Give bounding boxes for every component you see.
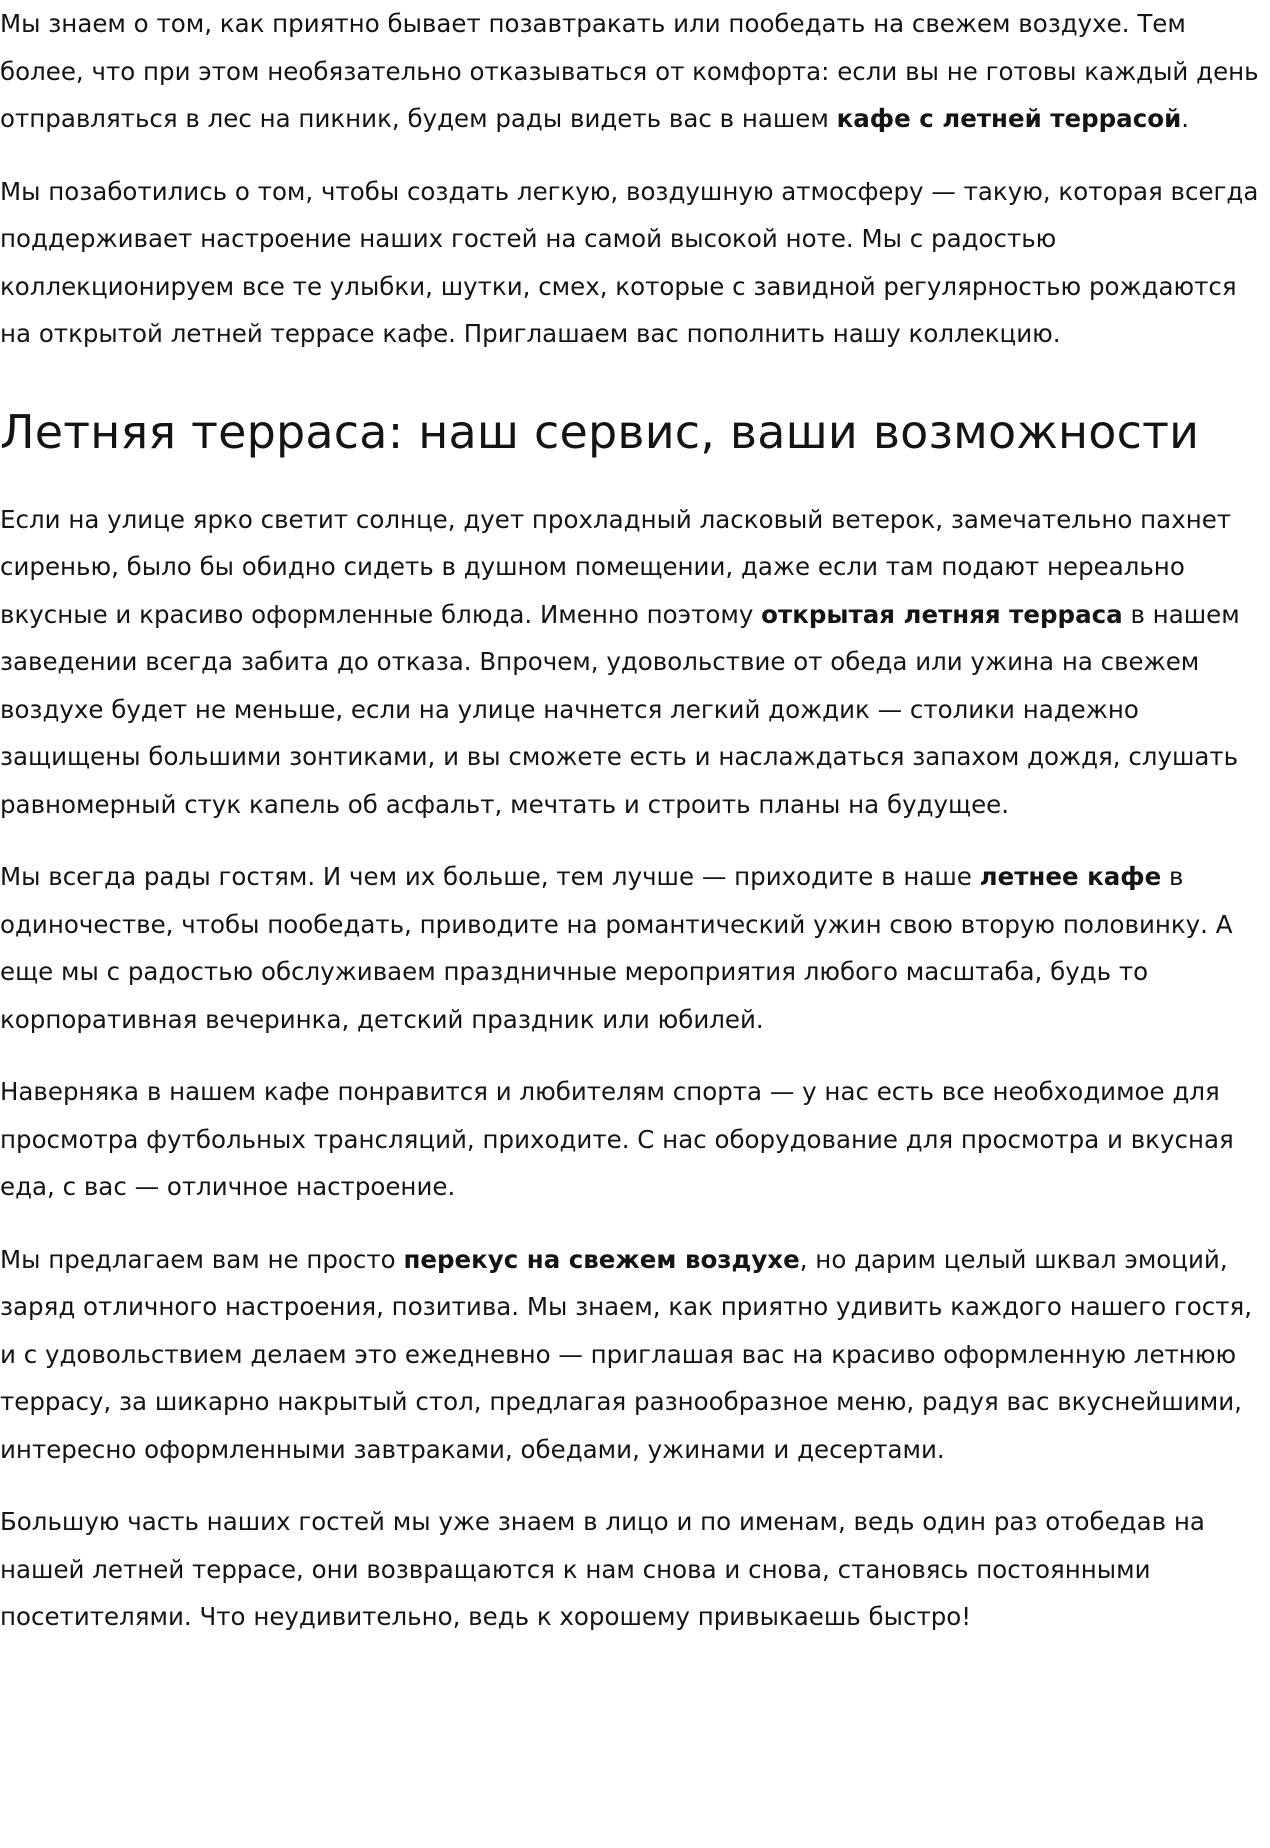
body-paragraph-5: Большую часть наших гостей мы уже знаем в лицо и по именам, ведь один раз отобедав на нашей летней террасе, они возвращаются к нам снова и снова, становясь постоянными посетителями. Что неудивительно, ведь к хорошему привыкаешь быстро! — [0, 1507, 1205, 1631]
text-run: Если на улице ярко светит солнце, дует прохладный ласковый ветерок, замечательно пахнет сиренью, было бы обидно сидеть в душном помещении, даже если там подают нереально вкусные и красиво оформленные блюда. Именно поэтому — [0, 504, 1232, 629]
text-run: Мы знаем о том, как приятно бывает позавтракать или пообедать на свежем воздухе. Тем более, что при этом необязательно отказываться от комфорта: если вы не готовы каждый день отправляться в лес на пикник, будем рады видеть вас в нашем — [0, 9, 1259, 133]
text-run: . — [1181, 104, 1190, 133]
intro-paragraph-2: Мы позаботились о том, чтобы создать легкую, воздушную атмосферу — такую, которая всегда поддерживает настроение наших гостей на самой высокой ноте. Мы с радостью коллекционируем все те улыбки, шутки, смех, которые с завидной регулярностью рождаются на открытой летней террасе кафе. Приглашаем вас пополнить нашу коллекцию. — [0, 176, 1259, 348]
bold-keyword: кафе с летней террасой — [836, 104, 1182, 133]
intro-paragraph-1 — [0, 0, 1268, 143]
section-heading: Летняя терраса: наш сервис, ваши возможности — [0, 404, 1200, 459]
body-paragraph-4 — [0, 1236, 1268, 1474]
body-paragraph-1 — [0, 496, 1268, 829]
bold-keyword: перекус на свежем воздухе — [403, 1244, 800, 1274]
text-run: в нашем заведении всегда забита до отказа. Впрочем, удовольствие от обеда или ужина на свежем воздухе будет не меньше, если на улице начнется легкий дождик — столики надежно защищены большими зонтиками, и вы сможете есть и наслаждаться запахом дождя, слушать равномерный стук капель об асфальт, мечтать и строить планы на будущее. — [0, 599, 1240, 819]
body-paragraph-2 — [0, 853, 1268, 1043]
text-run: , но дарим целый шквал эмоций, заряд отличного настроения, позитива. Мы знаем, как приятно удивить каждого нашего гостя, и с удовольствием делаем это ежедневно — приглашая вас на красиво оформленную летнюю террасу, за шикарно накрытый стол, предлагая разнообразное меню, радуя вас вкуснейшими, интересно оформленными завтраками, обедами, ужинами и десертами. — [0, 1244, 1253, 1464]
body-paragraph-3: Наверняка в нашем кафе понравится и любителям спорта — у нас есть все необходимое для просмотра футбольных трансляций, приходите. С нас оборудование для просмотра и вкусная еда, с вас — отличное настроение. — [0, 1077, 1234, 1201]
bold-keyword: летнее кафе — [979, 862, 1162, 891]
text-run: в одиночестве, чтобы пообедать, приводите на романтический ужин свою вторую половинку. А еще мы с радостью обслуживаем праздничные мероприятия любого масштаба, будь то корпоративная вечеринка, детский праздник или юбилей. — [0, 862, 1233, 1034]
bold-keyword: открытая летняя терраса — [761, 599, 1123, 629]
text-run: Мы всегда рады гостям. И чем их больше, тем лучше — приходите в наше — [0, 862, 980, 891]
text-run: Мы предлагаем вам не просто — [0, 1244, 404, 1274]
